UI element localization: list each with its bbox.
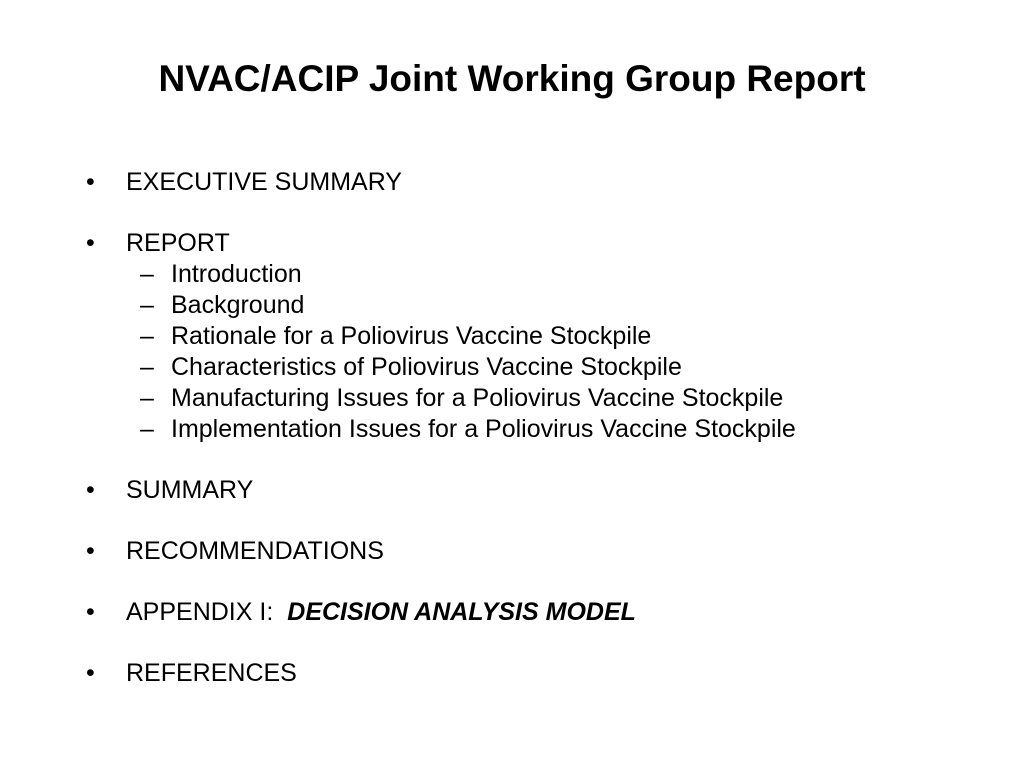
outline-item-report [86, 228, 986, 445]
sub-item-background [86, 290, 986, 321]
sub-item-label: Background [171, 291, 305, 319]
outline-item-label: REPORT [126, 229, 230, 257]
bullet-icon: • [86, 476, 95, 504]
outline-item-summary [86, 475, 986, 506]
dash-icon: – [140, 384, 154, 412]
sub-item-implementation [86, 414, 986, 445]
outline-item-label: REFERENCES [126, 659, 297, 687]
bullet-icon: • [86, 229, 95, 257]
sub-item-manufacturing [86, 383, 986, 414]
sub-item-label: Implementation Issues for a Poliovirus Vaccine Stockpile [171, 415, 796, 443]
sub-item-label: Manufacturing Issues for a Poliovirus Vaccine Stockpile [171, 384, 784, 412]
outline-item-label: SUMMARY [126, 476, 254, 504]
outline-item-recommendations [86, 536, 986, 567]
sub-item-label: Characteristics of Poliovirus Vaccine Stockpile [171, 353, 682, 381]
appendix-emphasis: DECISION ANALYSIS MODEL [287, 598, 636, 626]
outline-item-executive-summary [86, 167, 986, 198]
dash-icon: – [140, 415, 154, 443]
bullet-icon: • [86, 168, 95, 196]
sub-item-introduction [86, 259, 986, 290]
sub-item-label: Introduction [171, 260, 302, 288]
outline-list [86, 167, 986, 689]
dash-icon: – [140, 260, 154, 288]
outline-item-appendix [86, 597, 986, 628]
outline-item-label: RECOMMENDATIONS [126, 537, 384, 565]
outline-item-references [86, 658, 986, 689]
dash-icon: – [140, 291, 154, 319]
bullet-icon: • [86, 537, 95, 565]
report-sublist [86, 259, 986, 445]
outline-item-label: EXECUTIVE SUMMARY [126, 168, 402, 196]
sub-item-characteristics [86, 352, 986, 383]
outline-item-label: APPENDIX I: [126, 598, 274, 626]
dash-icon: – [140, 353, 154, 381]
bullet-icon: • [86, 659, 95, 687]
dash-icon: – [140, 322, 154, 350]
slide-title: NVAC/ACIP Joint Working Group Report [158, 58, 866, 99]
sub-item-rationale [86, 321, 986, 352]
outline-item-appendix-text [126, 597, 986, 628]
sub-item-label: Rationale for a Poliovirus Vaccine Stockpile [171, 322, 652, 350]
bullet-icon: • [86, 598, 95, 626]
